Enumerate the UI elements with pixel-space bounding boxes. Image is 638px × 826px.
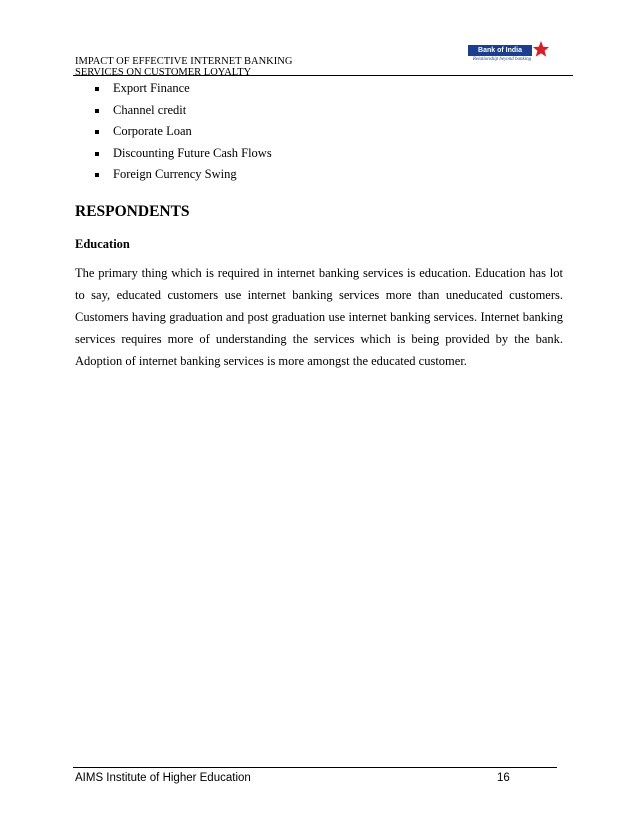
bullet-square-icon <box>95 109 99 113</box>
bullet-square-icon <box>95 130 99 134</box>
bullet-list <box>95 78 272 186</box>
section-heading: RESPONDENTS <box>75 203 190 220</box>
bank-logo <box>462 43 552 67</box>
list-item <box>95 143 272 165</box>
footer-divider <box>73 767 557 768</box>
list-item-text: Channel credit <box>113 102 187 117</box>
header-title-line2: SERVICES ON CUSTOMER LOYALTY <box>75 67 252 78</box>
logo-name: Bank of India <box>468 45 532 56</box>
list-item-text: Export Finance <box>113 81 190 95</box>
list-item-text: Corporate Loan <box>113 124 192 138</box>
list-item <box>95 164 272 186</box>
list-item-text: Discounting Future Cash Flows <box>113 145 272 160</box>
body-paragraph: The primary thing which is required in internet banking services is education. Education has lot to say, educated customers use internet banking services more than uneducated customers. Customers having graduation and post graduation use internet banking services. Internet banking services requires more of understanding the services which is being provided by the bank. Adoption of internet banking services is more amongst the educated customer. <box>75 266 563 368</box>
star-icon <box>532 40 550 58</box>
logo-tagline: Relationship beyond banking <box>472 57 532 62</box>
bullet-square-icon <box>95 87 99 91</box>
page-number: 16 <box>497 772 510 784</box>
header-divider <box>73 75 573 76</box>
list-item <box>95 100 272 122</box>
header-title-line1: IMPACT OF EFFECTIVE INTERNET BANKING <box>75 56 293 67</box>
subsection-heading: Education <box>75 237 130 251</box>
list-item <box>95 78 272 100</box>
footer-institute: AIMS Institute of Higher Education <box>75 772 251 784</box>
bullet-square-icon <box>95 173 99 177</box>
list-item <box>95 121 272 143</box>
list-item-text: Foreign Currency Swing <box>113 167 237 181</box>
bullet-square-icon <box>95 152 99 156</box>
